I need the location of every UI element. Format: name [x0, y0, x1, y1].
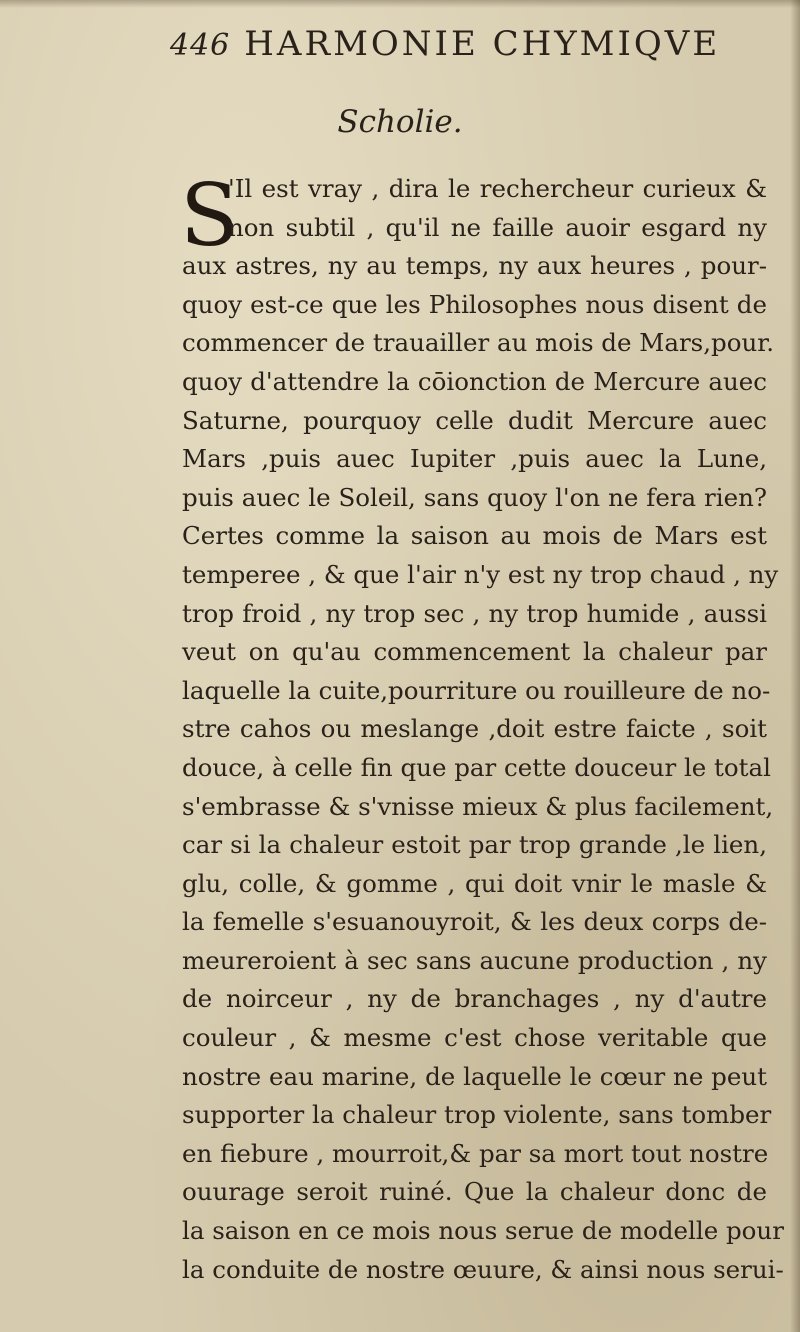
text-line: quoy est-ce que les Philosophes nous disent de: [182, 289, 767, 319]
text-line: s'embrasse & s'vnisse mieux & plus facilement,: [182, 791, 774, 821]
page-shadow-top: [0, 0, 800, 8]
text-line: la conduite de nostre œuure, & ainsi nous serui-: [182, 1254, 784, 1284]
text-line: temperee , & que l'air n'y est ny trop chaud , ny: [182, 559, 779, 589]
text-line: ouurage seroit ruiné. Que la chaleur donc de: [182, 1177, 767, 1207]
text-line: Saturne, pourquoy celle dudit Mercure auec: [182, 405, 767, 435]
body-text: [180, 166, 784, 1289]
page-number: 446: [170, 28, 231, 63]
text-line: veut on qu'au commencement la chaleur par: [182, 637, 767, 667]
text-line: Certes comme la saison au mois de Mars est: [182, 521, 767, 551]
text-line: supporter la chaleur trop violente, sans tomber: [182, 1100, 772, 1130]
text-line: en fiebure , mourroit,& par sa mort tout nostre: [182, 1138, 769, 1168]
text-line: laquelle la cuite,pourriture ou rouilleure de no-: [182, 675, 771, 705]
text-line: puis auec le Soleil, sans quoy l'on ne fera rien?: [182, 482, 767, 512]
running-head: HARMONIE CHYMIQVE: [244, 24, 721, 64]
text-line: couleur , & mesme c'est chose veritable que: [182, 1023, 767, 1053]
section-title: Scholie.: [337, 104, 463, 140]
text-line: quoy d'attendre la cōionction de Mercure auec: [182, 366, 767, 396]
text-line: car si la chaleur estoit par trop grande ,le lien,: [182, 830, 767, 860]
text-line: Mars ,puis auec Iupiter ,puis auec la Lune,: [182, 444, 767, 474]
drop-cap: S: [180, 166, 239, 266]
text-line: douce, à celle fin que par cette douceur le total: [182, 752, 771, 782]
text-line: nostre eau marine, de laquelle le cœur ne peut: [182, 1061, 767, 1091]
text-line: la saison en ce mois nous serue de modelle pour: [182, 1216, 784, 1246]
text-line: 'Il est vray , dira le rechercheur curieux &: [228, 174, 767, 203]
text-line: aux astres, ny au temps, ny aux heures , pour-: [182, 251, 767, 281]
text-line: trop froid , ny trop sec , ny trop humide , aussi: [182, 598, 767, 628]
text-line: la femelle s'esuanouyroit, & les deux corps de-: [182, 907, 767, 937]
text-line: commencer de trauailler au mois de Mars,pour.: [182, 328, 775, 358]
text-line: non subtil , qu'il ne faille auoir esgard ny: [228, 212, 767, 242]
text-line: de noirceur , ny de branchages , ny d'autre: [182, 984, 767, 1014]
text-line: meureroient à sec sans aucune production , ny: [182, 945, 767, 975]
page-header: [170, 24, 770, 74]
text-line: stre cahos ou meslange ,doit estre faicte , soit: [182, 714, 767, 744]
page-shadow-right: [790, 0, 800, 1332]
text-line: glu, colle, & gomme , qui doit vnir le masle &: [182, 868, 767, 898]
